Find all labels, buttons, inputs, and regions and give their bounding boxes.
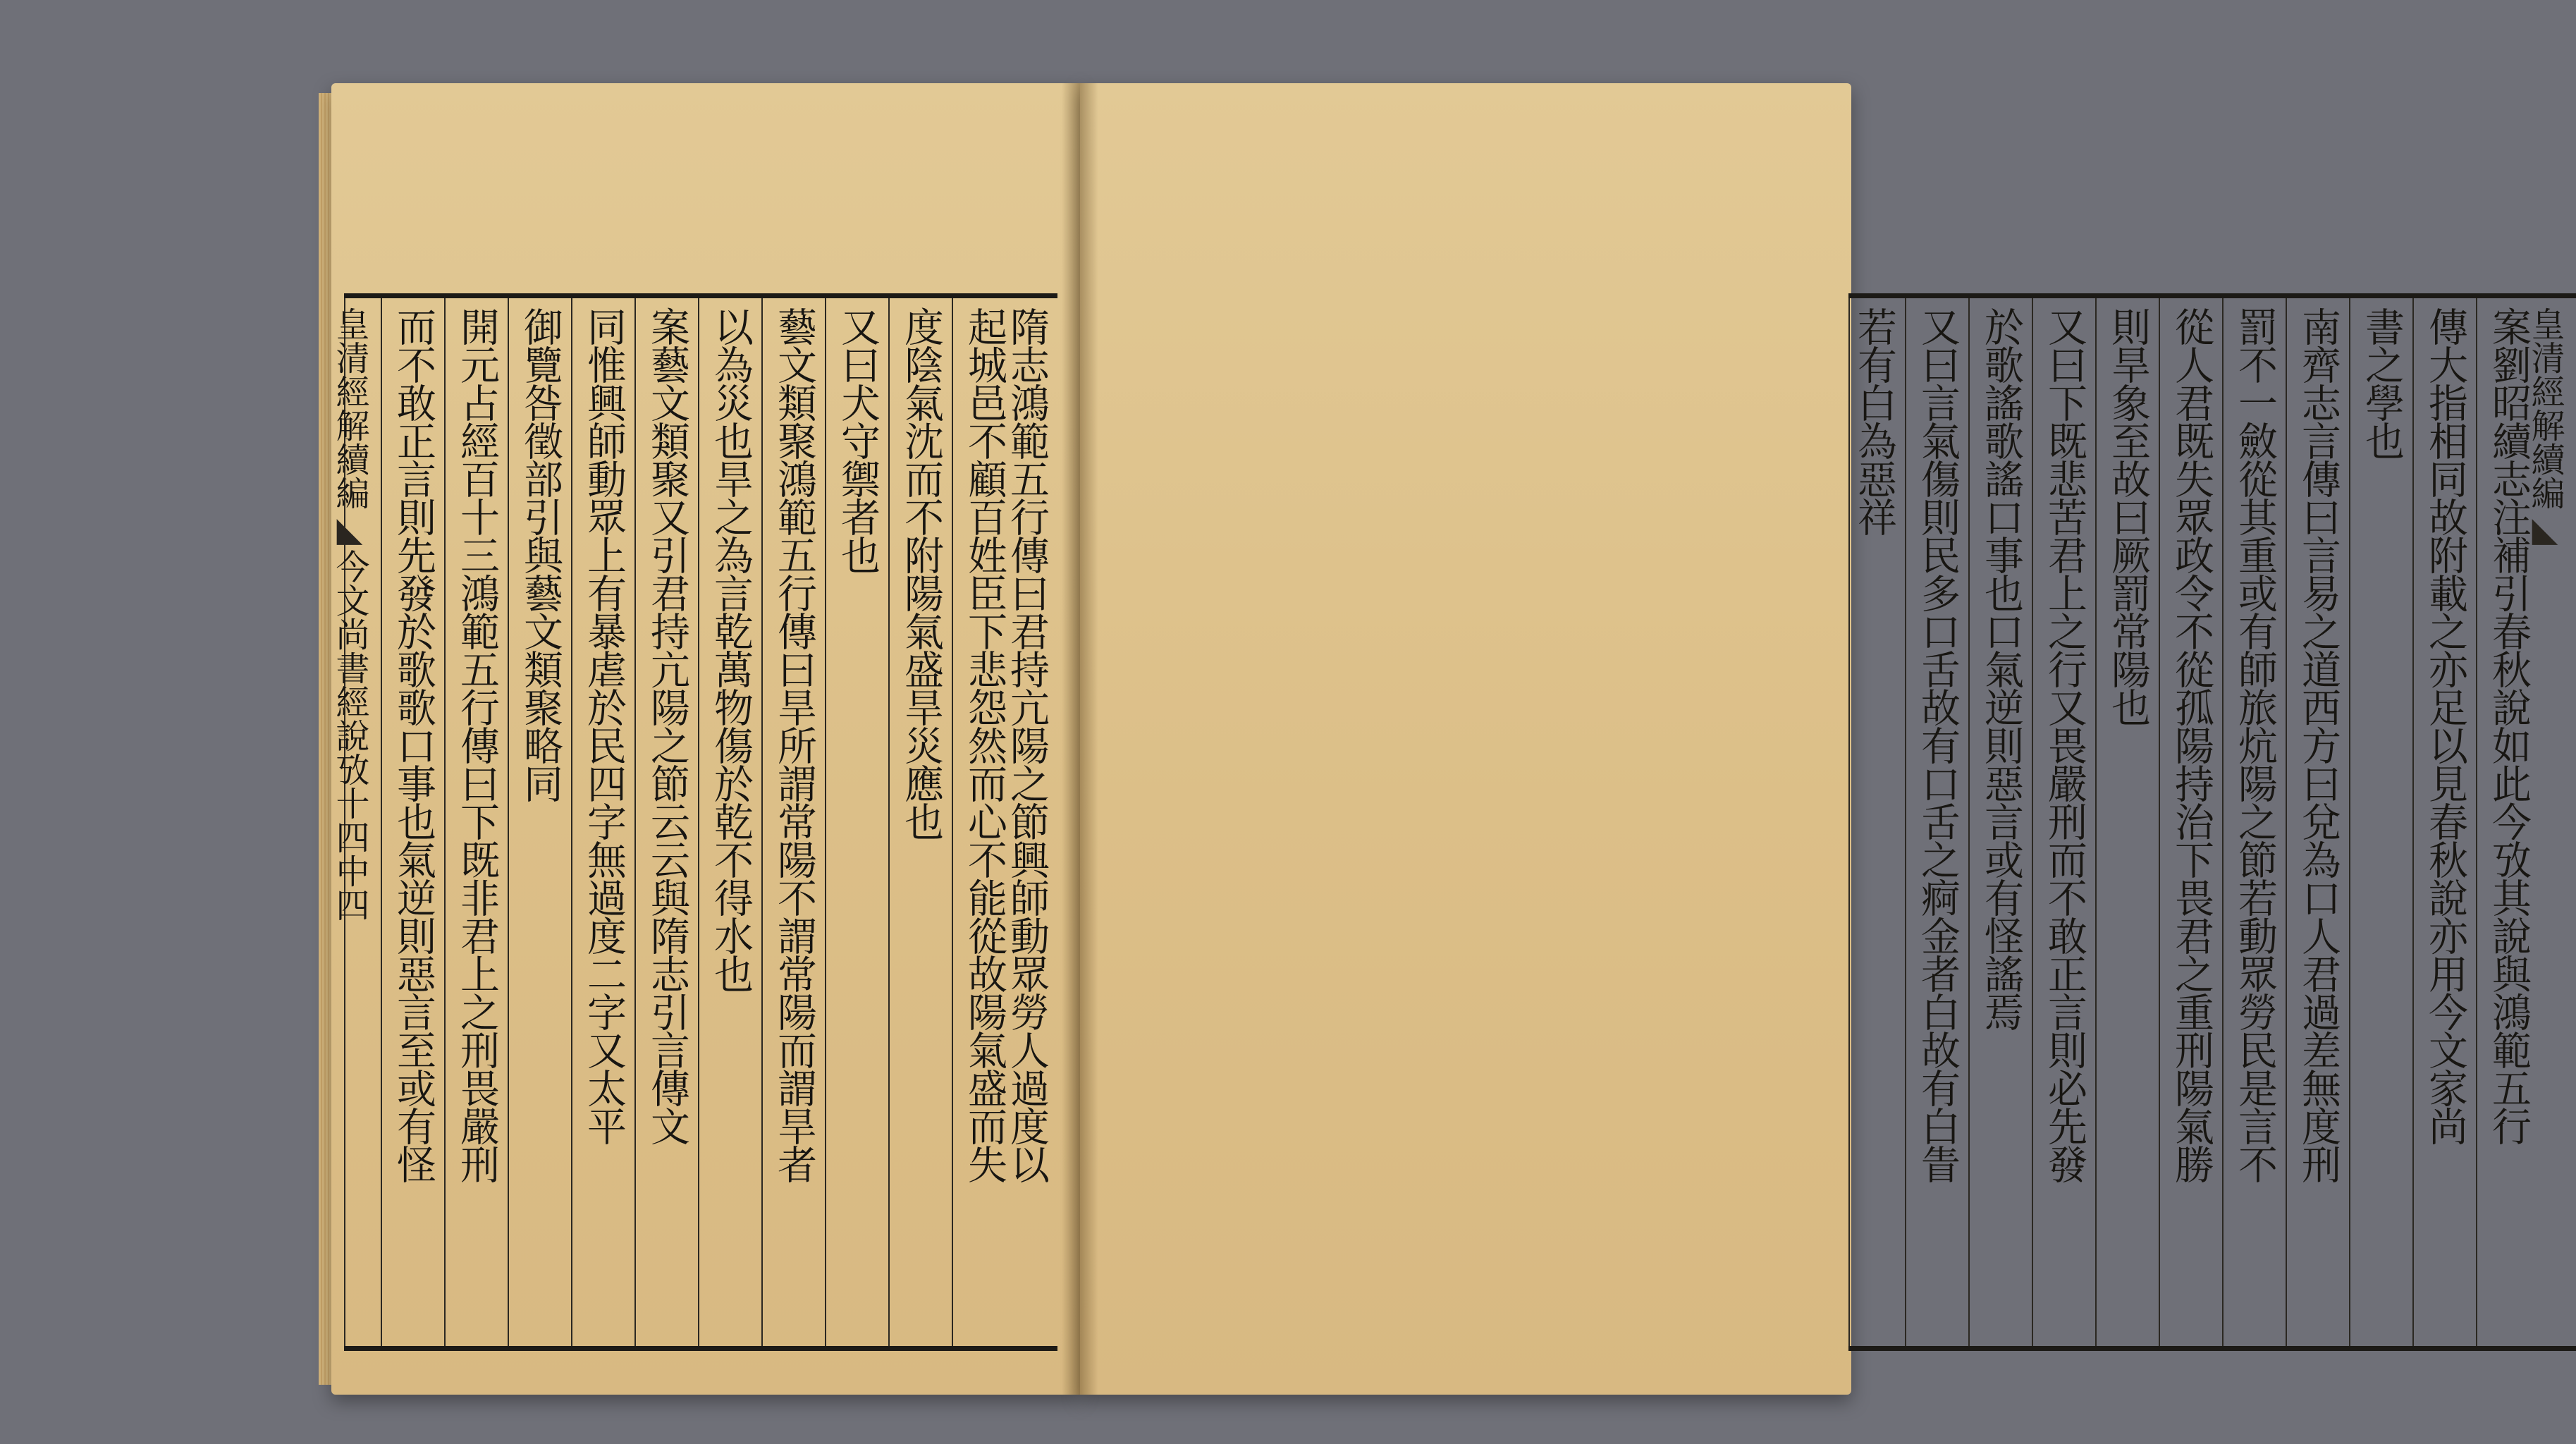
right-col-02: 傳大指相同故附載之亦足以見春秋說亦用今文家尚 bbox=[2412, 298, 2476, 1346]
left-page bbox=[331, 83, 1080, 1395]
chapter-title: 今文尚書經說攷十四中 bbox=[330, 549, 369, 888]
left-col-02: 起城邑不顧百姓臣下悲怨然而心不能從故陽氣盛而失 bbox=[952, 298, 1015, 1346]
right-col-03: 書之學也 bbox=[2349, 298, 2412, 1346]
left-col-09: 御覽咎徵部引與藝文類聚略同 bbox=[508, 298, 571, 1346]
left-text-frame bbox=[330, 293, 1057, 1351]
right-col-06: 從人君既失眾政令不從孤陽持治下畏君之重刑陽氣勝 bbox=[2159, 298, 2222, 1346]
book-title-right: 皇清經解續編 bbox=[2525, 307, 2565, 510]
fishtail-mark-right: ◣ bbox=[2525, 510, 2565, 549]
right-col-01: 案劉昭續志注補引春秋說如此今攷其說與鴻範五行 bbox=[2476, 298, 2539, 1346]
book-gutter bbox=[1062, 83, 1098, 1395]
right-col-10: 又曰言氣傷則民多口舌故有口舌之痾金者白故有白眚 bbox=[1905, 298, 1968, 1346]
right-col-09: 於歌謠歌謠口事也口氣逆則惡言或有怪謠焉 bbox=[1968, 298, 2032, 1346]
left-col-03: 度陰氣沈而不附陽氣盛旱災應也 bbox=[888, 298, 952, 1346]
left-col-04: 又曰犬守禦者也 bbox=[825, 298, 888, 1346]
fishtail-mark: ◣ bbox=[330, 510, 369, 549]
left-col-08: 同惟興師動眾上有暴虐於民四字無過度二字又太平 bbox=[571, 298, 634, 1346]
right-col-07: 則旱象至故曰厥罰常陽也 bbox=[2095, 298, 2159, 1346]
right-text-frame bbox=[1848, 293, 2576, 1351]
left-col-06: 以為災也旱之為言乾萬物傷於乾不得水也 bbox=[698, 298, 761, 1346]
left-margin-column bbox=[330, 298, 381, 1346]
page-folio: 四 bbox=[330, 888, 369, 922]
left-col-10: 開元占經百十三鴻範五行傳曰下既非君上之刑畏嚴刑 bbox=[444, 298, 508, 1346]
left-col-05: 藝文類聚鴻範五行傳曰旱所謂常陽不謂常陽而謂旱者 bbox=[761, 298, 825, 1346]
left-col-01: 隋志鴻範五行傳曰君持亢陽之節興師動眾勞人過度以 bbox=[1004, 307, 1050, 1182]
right-col-04: 南齊志言傳曰言易之道西方曰兌為口人君過差無度刑 bbox=[2286, 298, 2349, 1346]
left-col-11: 而不敢正言則先發於歌歌口事也氣逆則惡言至或有怪 bbox=[381, 298, 444, 1346]
left-col-07: 案藝文類聚又引君持亢陽之節云云與隋志引言傳文 bbox=[634, 298, 698, 1346]
open-book bbox=[330, 83, 2565, 1395]
book-title: 皇清經解續編 bbox=[330, 307, 369, 510]
right-col-05: 罰不一斂從其重或有師旅炕陽之節若動眾勞民是言不 bbox=[2222, 298, 2286, 1346]
right-page bbox=[1080, 83, 2565, 1395]
right-col-08: 又曰下既悲苦君上之行又畏嚴刑而不敢正言則必先發 bbox=[2032, 298, 2095, 1346]
right-margin-column bbox=[2525, 298, 2576, 1346]
right-col-11: 若有白為惡祥 bbox=[1848, 298, 1905, 1346]
